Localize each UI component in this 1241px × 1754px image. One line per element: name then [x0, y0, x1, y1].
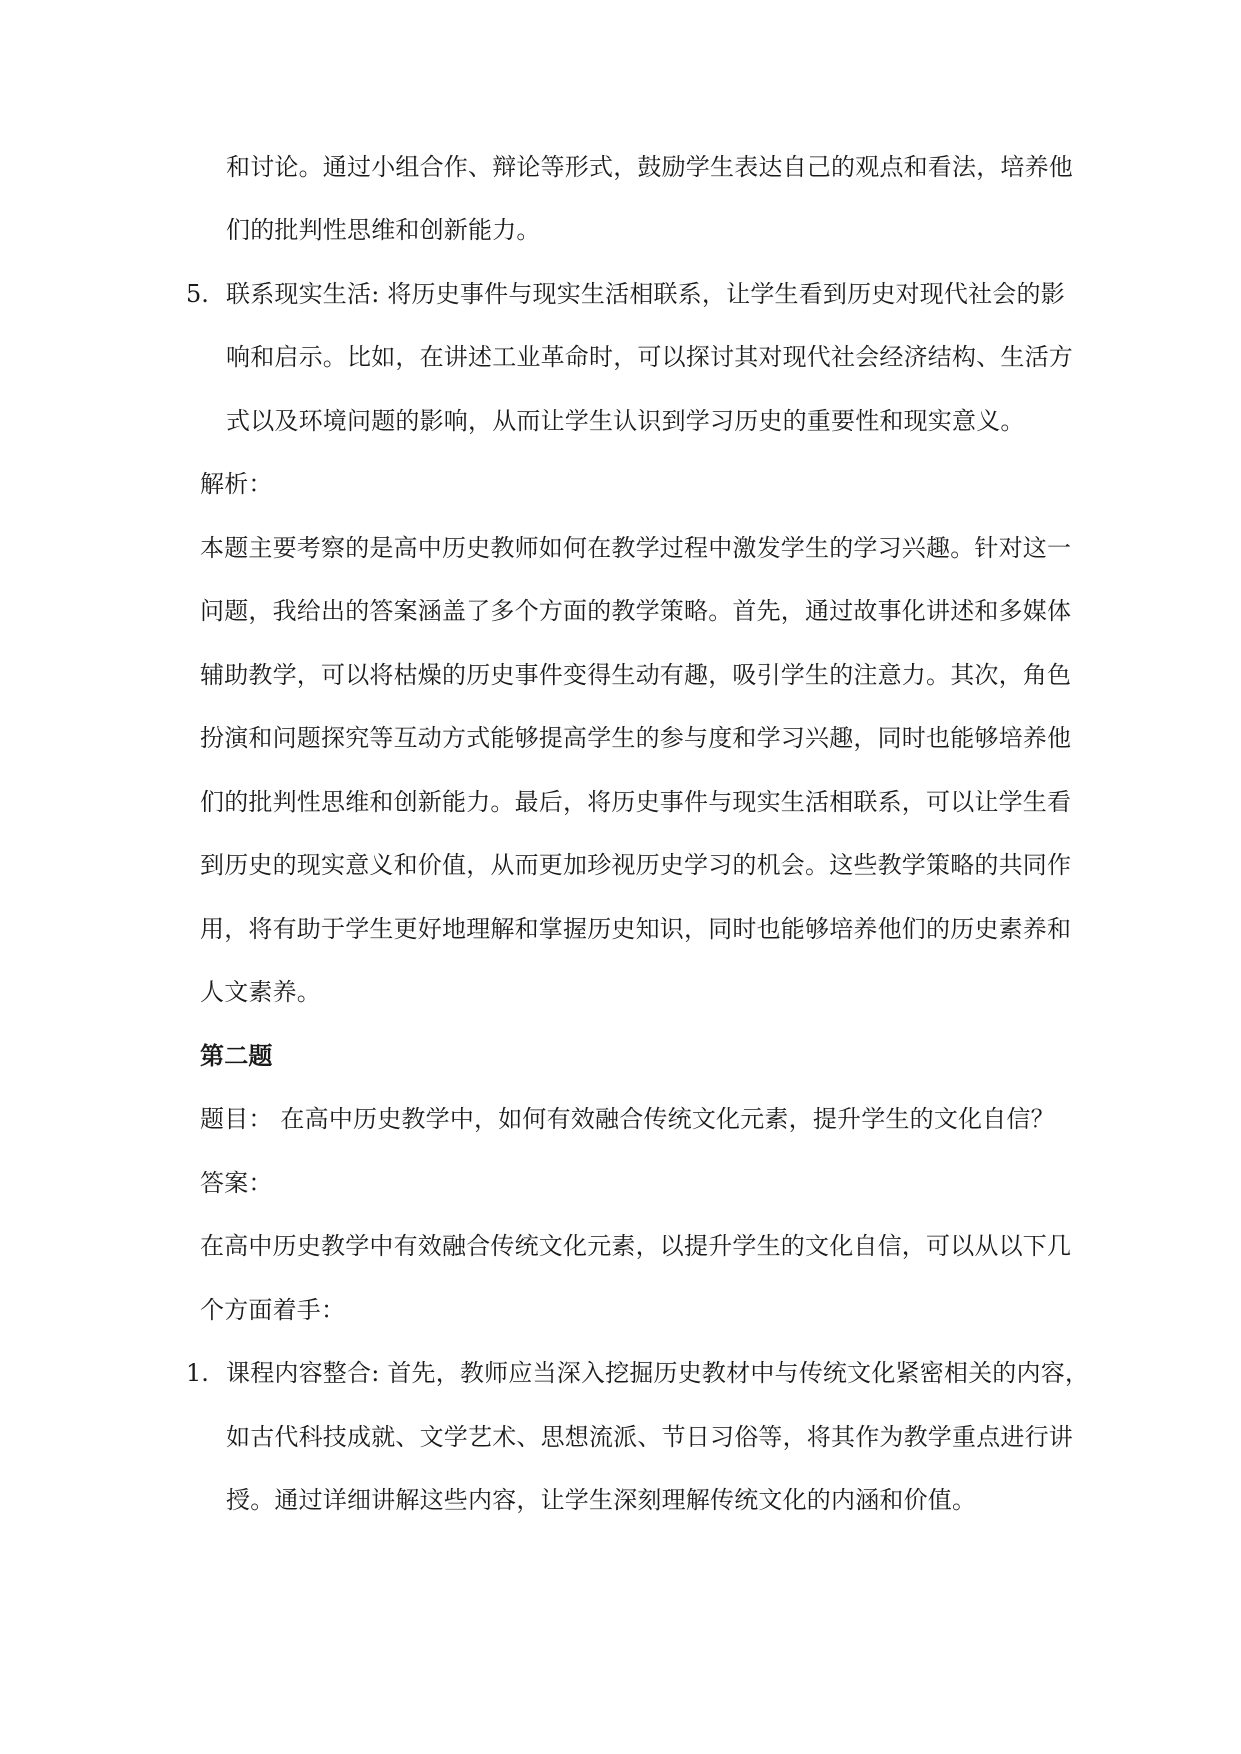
section-heading: 第二题 [200, 1041, 273, 1070]
item4-line2: 们的批判性思维和创新能力。 [226, 216, 541, 244]
analysis-line: 到历史的现实意义和价值，从而更加珍视历史学习的机会。这些教学策略的共同作 [200, 851, 1072, 879]
item4-line1: 和讨论。通过小组合作、辩论等形式，鼓励学生表达自己的观点和看法，培养他 [226, 153, 1073, 181]
item5-line3: 式以及环境问题的影响，从而让学生认识到学习历史的重要性和现实意义。 [226, 407, 1025, 435]
analysis-line: 用，将有助于学生更好地理解和掌握历史知识，同时也能够培养他们的历史素养和 [200, 915, 1072, 943]
analysis-line: 问题，我给出的答案涵盖了多个方面的教学策略。首先，通过故事化讲述和多媒体 [200, 597, 1072, 625]
analysis-line: 们的批判性思维和创新能力。最后，将历史事件与现实生活相联系，可以让学生看 [200, 788, 1072, 816]
analysis-line: 辅助教学，可以将枯燥的历史事件变得生动有趣，吸引学生的注意力。其次，角色 [200, 661, 1072, 689]
item5-line1: 联系现实生活: 将历史事件与现实生活相联系，让学生看到历史对现代社会的影 [226, 280, 1065, 308]
item1-line3: 授。通过详细讲解这些内容，让学生深刻理解传统文化的内涵和价值。 [226, 1486, 977, 1514]
item5-number: 5. [186, 280, 209, 308]
answer-intro-line2: 个方面着手： [200, 1296, 346, 1324]
question-text: 题目： 在高中历史教学中，如何有效融合传统文化元素，提升学生的文化自信？ [200, 1105, 1055, 1133]
analysis-line: 人文素养。 [200, 978, 321, 1006]
analysis-label: 解析： [200, 470, 273, 498]
answer-intro-line1: 在高中历史教学中有效融合传统文化元素，以提升学生的文化自信，可以从以下几 [200, 1232, 1072, 1260]
item1-number: 1. [186, 1359, 209, 1387]
item1-line2: 如古代科技成就、文学艺术、思想流派、节日习俗等，将其作为教学重点进行讲 [226, 1423, 1073, 1451]
answer-label: 答案： [200, 1169, 273, 1197]
item5-line2: 响和启示。比如，在讲述工业革命时，可以探讨其对现代社会经济结构、生活方 [226, 343, 1073, 371]
analysis-line: 本题主要考察的是高中历史教师如何在教学过程中激发学生的学习兴趣。针对这一 [200, 534, 1072, 562]
analysis-line: 扮演和问题探究等互动方式能够提高学生的参与度和学习兴趣，同时也能够培养他 [200, 724, 1072, 752]
item1-line1: 课程内容整合: 首先，教师应当深入挖掘历史教材中与传统文化紧密相关的内容， [226, 1359, 1090, 1387]
